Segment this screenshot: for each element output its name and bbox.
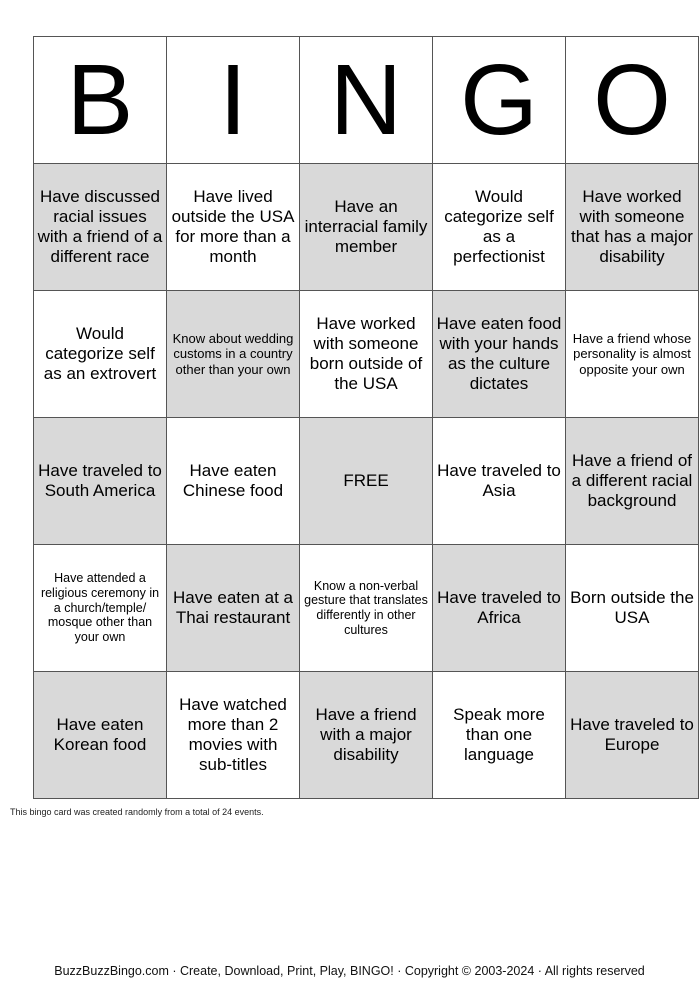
bingo-cell[interactable]: Have eaten at a Thai restaurant xyxy=(167,545,300,672)
card-row-4 xyxy=(34,545,699,672)
bingo-cell[interactable]: Born outside the USA xyxy=(566,545,699,672)
bingo-cell[interactable]: Have worked with someone born outside of the USA xyxy=(300,291,433,418)
header-letter-n: N xyxy=(300,37,433,164)
bingo-cell[interactable]: Have eaten food with your hands as the culture dictates xyxy=(433,291,566,418)
header-row xyxy=(34,37,699,164)
bingo-cell[interactable]: Have an interracial family member xyxy=(300,164,433,291)
bingo-cell[interactable]: Have a friend whose personality is almost opposite your own xyxy=(566,291,699,418)
bingo-cell[interactable]: Have a friend with a major disability xyxy=(300,672,433,799)
bingo-cell[interactable]: Would categorize self as a perfectionist xyxy=(433,164,566,291)
bingo-cell[interactable]: Know a non-verbal gesture that translates differently in other cultures xyxy=(300,545,433,672)
bingo-cell[interactable]: Have attended a religious ceremony in a church/temple/ mosque other than your own xyxy=(34,545,167,672)
bingo-cell[interactable]: Have eaten Chinese food xyxy=(167,418,300,545)
bingo-cell[interactable]: Speak more than one language xyxy=(433,672,566,799)
header-letter-i: I xyxy=(167,37,300,164)
free-space-cell[interactable]: FREE xyxy=(300,418,433,545)
bingo-cell[interactable]: Have traveled to Asia xyxy=(433,418,566,545)
bingo-cell[interactable]: Have lived outside the USA for more than a month xyxy=(167,164,300,291)
bingo-cell[interactable]: Have traveled to Africa xyxy=(433,545,566,672)
header-letter-b: B xyxy=(34,37,167,164)
bingo-cell[interactable]: Have watched more than 2 movies with sub-titles xyxy=(167,672,300,799)
card-generation-note: This bingo card was created randomly from a total of 24 events. xyxy=(10,807,264,817)
site-footer: BuzzBuzzBingo.com · Create, Download, Print, Play, BINGO! · Copyright © 2003-2024 · All rights reserved xyxy=(54,964,645,978)
header-letter-g: G xyxy=(433,37,566,164)
card-row-3 xyxy=(34,418,699,545)
bingo-cell[interactable]: Have eaten Korean food xyxy=(34,672,167,799)
bingo-cell[interactable]: Have worked with someone that has a major disability xyxy=(566,164,699,291)
bingo-cell[interactable]: Have a friend of a different racial background xyxy=(566,418,699,545)
card-row-2 xyxy=(34,291,699,418)
card-row-5 xyxy=(34,672,699,799)
bingo-cell[interactable]: Have discussed racial issues with a friend of a different race xyxy=(34,164,167,291)
bingo-cell[interactable]: Know about wedding customs in a country other than your own xyxy=(167,291,300,418)
bingo-card xyxy=(33,36,699,799)
bingo-cell[interactable]: Would categorize self as an extrovert xyxy=(34,291,167,418)
header-letter-o: O xyxy=(566,37,699,164)
card-row-1 xyxy=(34,164,699,291)
bingo-cell[interactable]: Have traveled to Europe xyxy=(566,672,699,799)
bingo-cell[interactable]: Have traveled to South America xyxy=(34,418,167,545)
